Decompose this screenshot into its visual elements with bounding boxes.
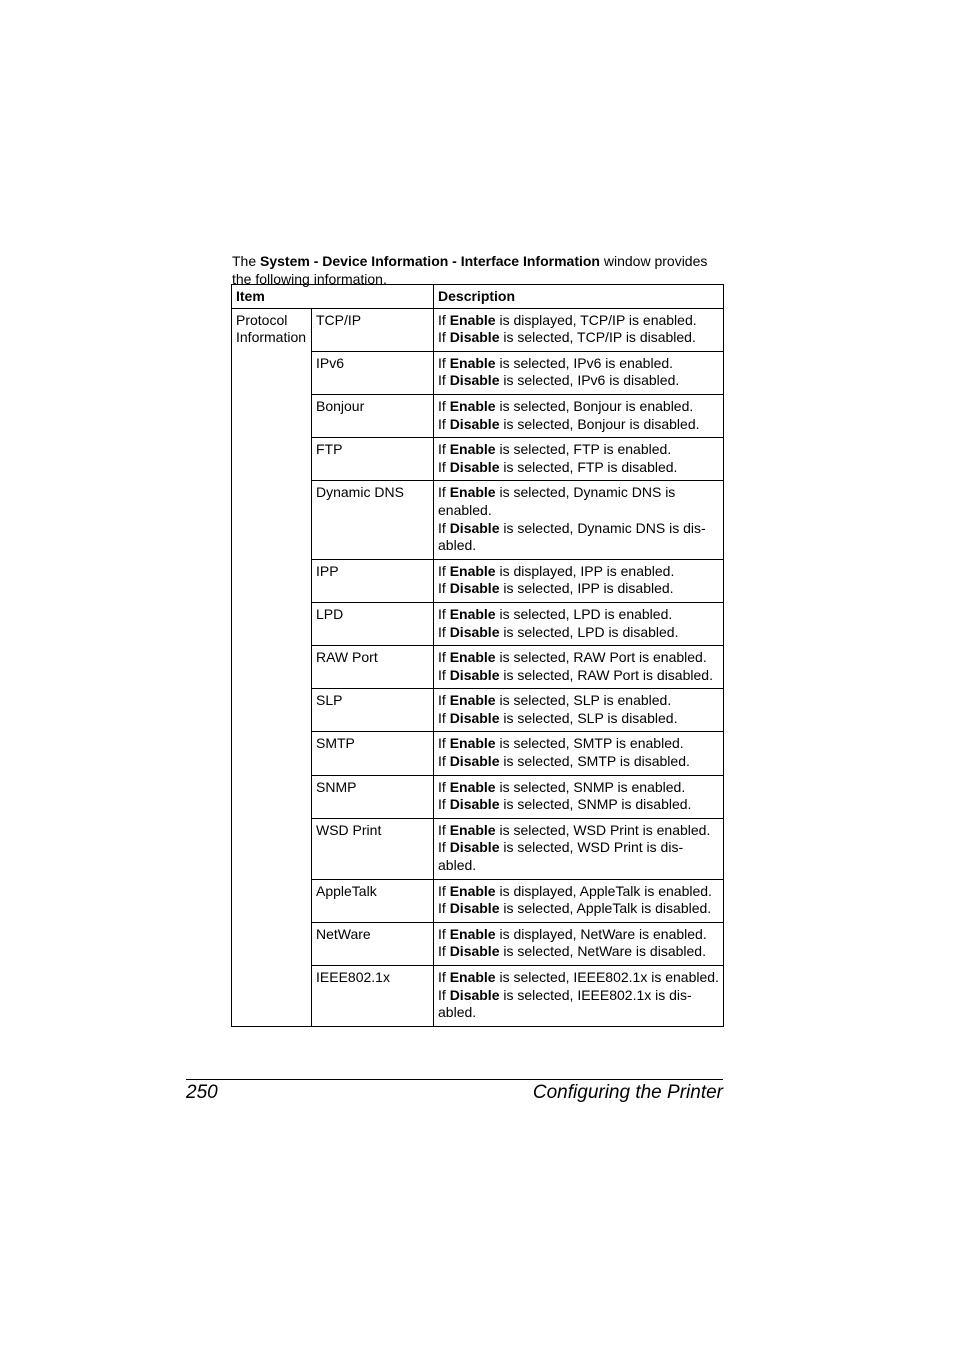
item-cell: SLP [312, 689, 434, 732]
description-line [438, 969, 719, 987]
description-cell [434, 732, 724, 775]
description-keyword: Disable [449, 986, 500, 1003]
description-text: is selected, LPD is enabled. [495, 605, 673, 622]
description-text: is selected, Bonjour is enabled. [495, 397, 694, 414]
description-text: is selected, FTP is enabled. [495, 441, 672, 458]
footer-rule [186, 1079, 723, 1080]
description-line [438, 987, 719, 1022]
header-item: Item [232, 285, 434, 309]
description-text: is selected, SLP is disabled. [499, 709, 678, 726]
description-line [438, 883, 719, 901]
description-cell [434, 922, 724, 965]
description-line [438, 667, 719, 685]
description-keyword: Disable [449, 753, 500, 770]
description-line [438, 329, 719, 347]
description-text: If [438, 580, 450, 597]
description-keyword: Enable [449, 354, 496, 371]
description-text: If [438, 311, 450, 328]
description-keyword: Enable [449, 311, 496, 328]
description-keyword: Disable [449, 372, 500, 389]
description-line [438, 355, 719, 373]
description-text: is selected, WSD Print is enabled. [495, 821, 711, 838]
description-cell [434, 602, 724, 645]
description-cell [434, 966, 724, 1027]
description-line [438, 796, 719, 814]
description-keyword: Disable [449, 580, 500, 597]
item-cell: Bonjour [312, 394, 434, 437]
table-header-row [232, 285, 724, 309]
description-cell [434, 308, 724, 351]
description-keyword: Disable [449, 519, 500, 536]
description-keyword: Enable [449, 484, 496, 501]
description-line [438, 580, 719, 598]
description-keyword: Disable [449, 709, 500, 726]
description-keyword: Enable [449, 969, 496, 985]
description-text: is selected, IPv6 is disabled. [499, 372, 680, 389]
description-line [438, 822, 719, 840]
description-line [438, 779, 719, 797]
item-cell: IPP [312, 559, 434, 602]
description-text: If [438, 562, 450, 579]
description-keyword: Enable [449, 562, 496, 579]
description-keyword: Disable [449, 796, 500, 813]
item-cell: IEEE802.1x [312, 966, 434, 1027]
description-cell [434, 559, 724, 602]
description-text: If [438, 925, 450, 942]
description-text: is selected, TCP/IP is disabled. [499, 329, 696, 346]
description-keyword: Enable [449, 692, 496, 709]
intro-rest: window provides the following information. [232, 253, 708, 287]
description-text: If [438, 753, 450, 770]
description-text: is displayed, TCP/IP is enabled. [495, 311, 697, 328]
description-line [438, 398, 719, 416]
description-text: If [438, 354, 450, 371]
description-text: is selected, SNMP is enabled. [495, 778, 686, 795]
description-line [438, 649, 719, 667]
description-line [438, 312, 719, 330]
description-keyword: Enable [449, 821, 496, 838]
description-text: is selected, WSD Print is dis-abled. [438, 839, 684, 874]
chapter-title: Configuring the Printer [532, 1082, 723, 1103]
description-text: is selected, SLP is enabled. [495, 692, 672, 709]
description-text: If [438, 778, 450, 795]
item-cell: TCP/IP [312, 308, 434, 351]
description-text: is selected, RAW Port is enabled. [495, 649, 707, 666]
description-text: If [438, 709, 450, 726]
description-text: If [438, 372, 450, 389]
description-line [438, 520, 719, 555]
description-text: is selected, SNMP is disabled. [499, 796, 692, 813]
description-text: is selected, IPP is disabled. [499, 580, 674, 597]
item-cell: NetWare [312, 922, 434, 965]
description-line [438, 692, 719, 710]
description-text: If [438, 821, 450, 838]
description-line [438, 735, 719, 753]
description-text: If [438, 969, 450, 985]
header-description: Description [434, 285, 724, 309]
description-text: If [438, 441, 450, 458]
intro-window-name: System - Device Information - Interface Information [260, 253, 600, 269]
description-cell [434, 879, 724, 922]
description-text: If [438, 692, 450, 709]
description-keyword: Disable [449, 329, 500, 346]
description-keyword: Enable [449, 925, 496, 942]
description-text: If [438, 397, 450, 414]
description-text: If [438, 484, 450, 501]
description-keyword: Enable [449, 778, 496, 795]
description-line [438, 624, 719, 642]
description-text: If [438, 649, 450, 666]
description-keyword: Disable [449, 900, 500, 917]
description-text: is selected, AppleTalk is disabled. [499, 900, 712, 917]
description-keyword: Disable [449, 839, 500, 856]
description-line [438, 416, 719, 434]
description-keyword: Enable [449, 605, 496, 622]
description-cell [434, 394, 724, 437]
item-cell: SMTP [312, 732, 434, 775]
description-cell [434, 646, 724, 689]
description-line [438, 753, 719, 771]
table-row [232, 308, 724, 351]
description-text: is selected, IEEE802.1x is enabled. [495, 969, 719, 985]
item-cell: Dynamic DNS [312, 481, 434, 559]
description-line [438, 926, 719, 944]
description-line [438, 372, 719, 390]
description-keyword: Enable [449, 735, 496, 752]
description-text: If [438, 882, 450, 899]
interface-information-table [231, 284, 724, 1027]
description-text: is selected, IPv6 is enabled. [495, 354, 674, 371]
description-line [438, 484, 719, 519]
description-text: If [438, 986, 450, 1003]
description-keyword: Disable [449, 943, 500, 960]
page-number: 250 [186, 1082, 218, 1103]
description-line [438, 606, 719, 624]
description-text: is selected, LPD is disabled. [499, 623, 679, 640]
description-cell [434, 818, 724, 879]
description-line [438, 441, 719, 459]
item-cell: LPD [312, 602, 434, 645]
item-cell: FTP [312, 438, 434, 481]
item-cell: AppleTalk [312, 879, 434, 922]
description-text: If [438, 900, 450, 917]
description-cell [434, 351, 724, 394]
description-cell [434, 775, 724, 818]
description-line [438, 839, 719, 874]
description-text: If [438, 519, 450, 536]
description-text: is displayed, AppleTalk is enabled. [495, 882, 712, 899]
description-cell [434, 438, 724, 481]
description-text: is selected, SMTP is enabled. [495, 735, 684, 752]
description-text: is selected, Dynamic DNS is enabled. [438, 484, 676, 518]
description-text: If [438, 666, 450, 683]
description-keyword: Disable [449, 666, 500, 683]
item-cell: IPv6 [312, 351, 434, 394]
description-line [438, 943, 719, 961]
description-text: is selected, Dynamic DNS is dis-abled. [438, 519, 706, 554]
description-text: If [438, 458, 450, 475]
description-text: If [438, 735, 450, 752]
description-text: is selected, FTP is disabled. [499, 458, 678, 475]
description-text: If [438, 329, 450, 346]
description-line [438, 900, 719, 918]
description-text: is selected, NetWare is disabled. [499, 943, 706, 960]
description-cell [434, 481, 724, 559]
description-keyword: Disable [449, 458, 500, 475]
description-text: is displayed, NetWare is enabled. [495, 925, 707, 942]
description-keyword: Enable [449, 649, 496, 666]
description-text: is displayed, IPP is enabled. [495, 562, 675, 579]
description-text: is selected, RAW Port is disabled. [499, 666, 713, 683]
description-keyword: Disable [449, 415, 500, 432]
intro-lead: The [232, 253, 261, 269]
description-text: is selected, Bonjour is disabled. [499, 415, 700, 432]
item-cell: WSD Print [312, 818, 434, 879]
description-line [438, 459, 719, 477]
description-keyword: Enable [449, 441, 496, 458]
description-cell [434, 689, 724, 732]
description-text: If [438, 943, 450, 960]
description-text: If [438, 415, 450, 432]
description-keyword: Disable [449, 623, 500, 640]
item-cell: SNMP [312, 775, 434, 818]
intro-paragraph [232, 252, 727, 288]
description-text: is selected, IEEE802.1x is dis-abled. [438, 986, 692, 1021]
description-text: If [438, 839, 450, 856]
description-keyword: Enable [449, 882, 496, 899]
group-label-protocol-information: Protocol Information [232, 308, 312, 1026]
description-text: is selected, SMTP is disabled. [499, 753, 690, 770]
description-text: If [438, 796, 450, 813]
table-body [232, 308, 724, 1026]
description-line [438, 710, 719, 728]
description-keyword: Enable [449, 397, 496, 414]
description-line [438, 563, 719, 581]
item-cell: RAW Port [312, 646, 434, 689]
description-text: If [438, 623, 450, 640]
description-text: If [438, 605, 450, 622]
